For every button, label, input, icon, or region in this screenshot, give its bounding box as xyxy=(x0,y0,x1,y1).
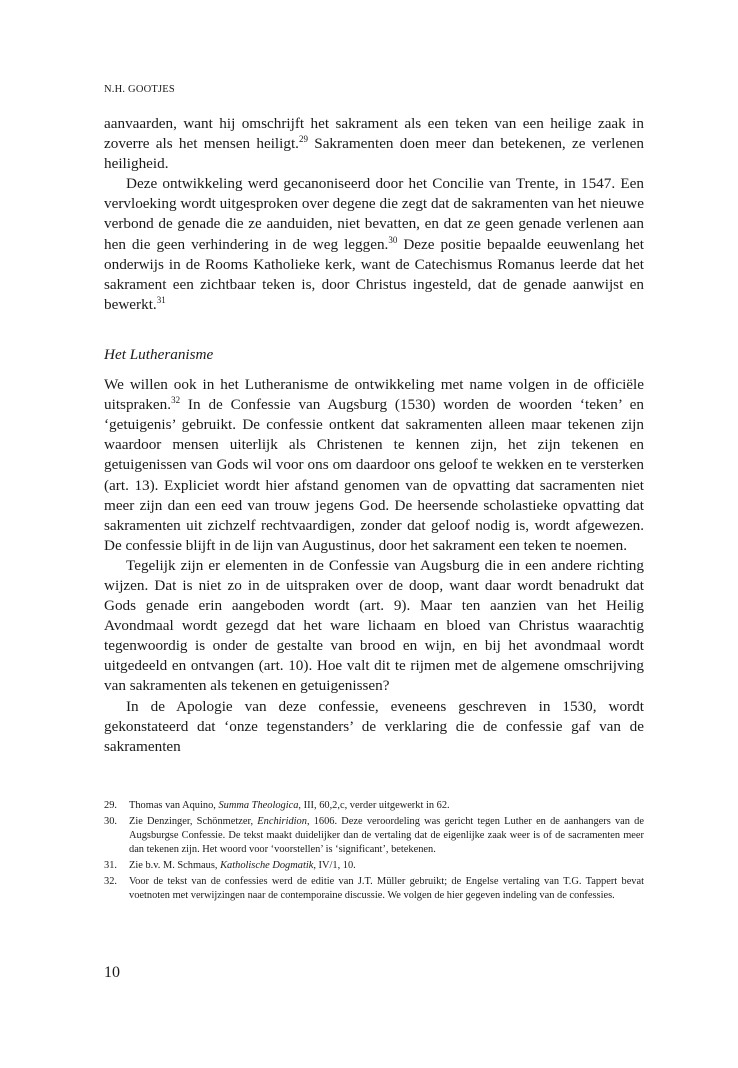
page-number: 10 xyxy=(104,964,120,981)
paragraph-3 xyxy=(104,375,644,556)
work-title: Katholische Dogmatik xyxy=(220,860,314,871)
text-run: Thomas van Aquino, xyxy=(129,800,219,811)
text-run: Zie Denzinger, Schönmetzer, xyxy=(129,816,258,827)
paragraph-4 xyxy=(104,556,644,697)
footnote-31 xyxy=(104,859,644,873)
footnote-29 xyxy=(104,799,644,813)
work-title: Summa Theologica xyxy=(218,800,299,811)
body-text xyxy=(104,114,644,757)
work-title: Enchiridion xyxy=(257,816,307,827)
footnote-ref-32[interactable]: 32 xyxy=(171,395,181,406)
footnotes xyxy=(104,799,644,905)
footnote-number: 30. xyxy=(104,816,117,827)
text-run: Deze ontwikkeling werd gecanoniseerd door het Concilie van Trente, in 1547. Een vervloeking wordt uitgesproken over degene die zegt dat de sakramenten van het nieuwe verbond de genade die ze aanduiden, niet bevatten, en dat ze geen genade verlenen aan hen die geen verhindering in de weg leggen. xyxy=(104,175,644,253)
text-run: We willen ook in het Lutheranisme de ontwikkeling met name volgen in de officiële uitspraken. xyxy=(104,376,644,414)
text-run: In de Confessie van Augsburg (1530) worden de woorden ‘teken’ en ‘getuigenis’ gebruikt. De confessie ontkent dat sakramenten alleen maar tekenen zijn waardoor mensen uiterlijk als Christenen te kennen zijn, het zijn tekenen en getuigenissen van Gods wil voor ons om daardoor ons geloof te wekken en te versterken (art. 13). Expliciet wordt hier afstand genomen van de opvatting dat sacramenten niet meer zijn dan een eed van trouw jegens God. De heersende scholastieke opvatting dat sakramenten uit zichzelf rechtvaardigen, zonder dat geloof nodig is, wordt afgewezen. De confessie blijft in de lijn van Augustinus, door het sakrament een teken te noemen. xyxy=(104,396,644,554)
running-head: N.H. GOOTJES xyxy=(104,84,175,95)
text-run: Tegelijk zijn er elementen in de Confessie van Augsburg die in een andere richting wijzen. Dat is niet zo in de uitspraken over de doop, want daar wordt benadrukt dat Gods genade erin aangeboden wordt (art. 9). Maar ten aanzien van het Heilig Avondmaal wordt gezegd dat het ware lichaam en bloed van Christus waarachtig tegenwoordig is onder de gestalte van brood en wijn, en bij het avondmaal wordt uitgedeeld en ontvangen (art. 10). Hoe valt dit te rijmen met de algemene omschrijving van sakramenten als tekenen en getuigenissen? xyxy=(104,556,644,695)
footnote-number: 31. xyxy=(104,860,117,871)
paragraph-5 xyxy=(104,697,644,757)
footnote-ref-30[interactable]: 30 xyxy=(388,234,398,245)
paragraph-1 xyxy=(104,114,644,174)
text-run: aanvaarden, want hij omschrijft het sakrament als een teken van een heilige zaak in zoverre als het mensen heiligt. xyxy=(104,115,644,153)
text-run: , IV/1, 10. xyxy=(313,860,356,871)
footnote-number: 29. xyxy=(104,800,117,811)
footnote-text xyxy=(129,859,644,873)
text-run: , III, 60,2,c, verder uitgewerkt in 62. xyxy=(298,800,450,811)
text-run: Deze positie bepaalde eeuwenlang het onderwijs in de Rooms Katholieke kerk, want de Catechismus Romanus leerde dat het sakrament een zichtbaar teken is, door Christus ingesteld, dat de genade aanwijst en bewerkt. xyxy=(104,235,645,313)
text-run: Voor de tekst van de confessies werd de editie van J.T. Müller gebruikt; de Engelse vertaling van T.G. Tappert bevat voetnoten met verwijzingen naar de contemporaine discussie. We volgen de hier gegeven indeling van de confessies. xyxy=(129,876,644,901)
footnote-text xyxy=(129,799,644,813)
text-run: In de Apologie van deze confessie, eveneens geschreven in 1530, wordt gekonstateerd dat ‘onze tegenstanders’ de verklaring die de confessie gaf van de sakramenten xyxy=(104,697,644,755)
footnote-text xyxy=(129,815,644,857)
footnote-30 xyxy=(104,815,644,857)
footnote-ref-31[interactable]: 31 xyxy=(156,294,166,305)
footnote-ref-29[interactable]: 29 xyxy=(298,134,308,145)
text-run: Sakramenten doen meer dan betekenen, ze verlenen heiligheid. xyxy=(104,135,644,173)
text-run: Zie b.v. M. Schmaus, xyxy=(129,860,221,871)
section-heading: Het Lutheranisme xyxy=(104,345,214,363)
text-run: , 1606. Deze veroordeling was gericht tegen Luther en de aanhangers van de Augsburgse Confessie. De tekst maakt duidelijker dan de vertaling dat de eigenlijke zaak weer is of de sacramenten meer dan tekenen zijn. Het woord voor ‘voorstellen’ is ‘significant’, betekenen. xyxy=(129,816,644,855)
footnote-text xyxy=(129,875,644,903)
paragraph-2 xyxy=(104,174,644,315)
footnote-32 xyxy=(104,875,644,903)
footnote-number: 32. xyxy=(104,876,117,887)
